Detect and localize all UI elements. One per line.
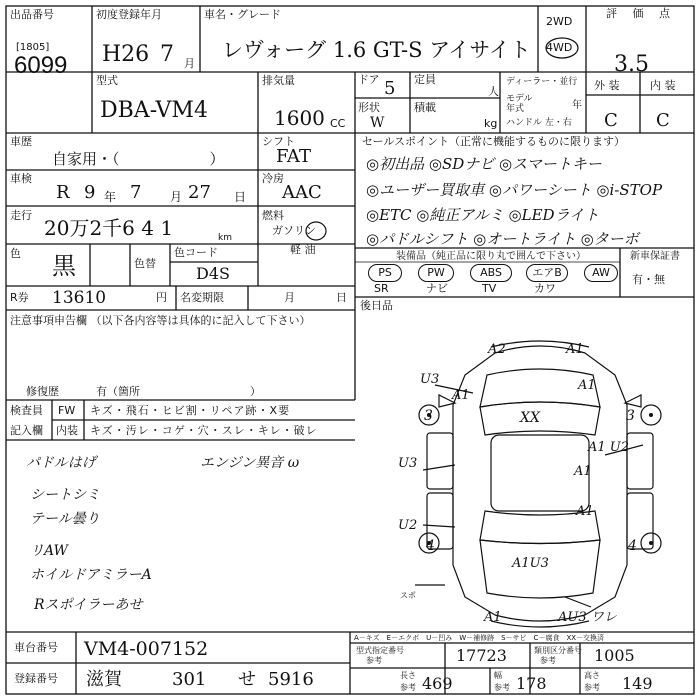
- registration-kana: せ: [238, 669, 256, 690]
- mark-left-rear-door: U2: [398, 518, 418, 533]
- displacement-value: 1600: [274, 106, 325, 130]
- mark-left-front-wheel: 3: [424, 408, 433, 424]
- mileage-value: 20万2千6 4 1: [44, 216, 174, 240]
- sales-point-line-4: ◎パドルシフト ◎オートライト ◎ターボ: [366, 230, 639, 248]
- mark-right-front-wheel: 3: [626, 408, 635, 424]
- equip-abs: ABS: [470, 264, 512, 282]
- length-ref: 参考: [400, 683, 416, 692]
- drive-4wd: 4WD: [546, 41, 573, 54]
- sales-point-line-1: ◎初出品 ◎SDナビ ◎スマートキー: [366, 155, 602, 173]
- load-label: 積載: [414, 101, 436, 114]
- width-ref: 参考: [494, 683, 510, 692]
- new-manual-label: 新車保証書: [630, 251, 680, 262]
- equipment-label: 装備品（純正品に限り丸で囲んで下さい）: [396, 251, 586, 262]
- lot-small: [1805]: [16, 42, 50, 53]
- inspection-era: R: [56, 182, 70, 203]
- score-label: 評 価 点: [606, 7, 676, 20]
- fw-items: キズ・飛石・ヒビ割・リペア跡・X要: [90, 404, 291, 417]
- lot-label: 出品番号: [10, 8, 54, 21]
- chassis-value: VM4-007152: [84, 638, 209, 660]
- mark-left-door-front: U3: [398, 456, 418, 471]
- sales-point-line-3: ◎ETC ◎純正アルミ ◎LEDライト: [366, 206, 600, 224]
- inspection-day: 27: [188, 182, 211, 203]
- type-designation-ref: 参考: [366, 656, 382, 665]
- drive-2wd: 2WD: [546, 15, 573, 28]
- deadline-month: 月: [284, 291, 295, 304]
- inspection-year-unit: 年: [104, 190, 117, 204]
- first-reg-month-unit: 月: [184, 57, 195, 70]
- cooling-label: 冷房: [262, 172, 284, 185]
- dealer-label: ディーラー・並行: [506, 77, 578, 87]
- category-value: 1005: [594, 646, 635, 665]
- shift-label: シフト: [262, 135, 295, 148]
- hw-note-right: エンジン異音 ω: [200, 455, 300, 471]
- hw-note-2: シートシミ: [30, 487, 100, 503]
- shape-value: W: [370, 115, 385, 131]
- color-code-value: D4S: [196, 264, 230, 283]
- load-unit: kg: [484, 117, 498, 130]
- mark-front-left: A2: [488, 342, 506, 357]
- exterior-value: C: [604, 110, 618, 131]
- width-label: 幅: [494, 671, 502, 680]
- equip-navi: ナビ: [426, 282, 448, 295]
- interior-inspect-label: 内装: [56, 424, 78, 437]
- mark-side-right: A1: [574, 464, 592, 479]
- model-label: 車名・グレード: [204, 8, 281, 21]
- repair-value: 有（箇所 ）: [96, 385, 261, 398]
- mark-left-rear-wheel: 4: [426, 538, 435, 554]
- color-change-label: 色替: [134, 257, 156, 270]
- capacity-unit: 人: [488, 85, 499, 98]
- equip-sr: SR: [374, 282, 389, 295]
- score-value: 3.5: [614, 52, 649, 77]
- capacity-label: 定員: [414, 73, 436, 86]
- height-value: 149: [622, 674, 653, 693]
- recycle-value: 13610: [52, 288, 107, 308]
- equip-leather: カワ: [534, 282, 556, 295]
- height-label: 高さ: [584, 671, 600, 680]
- chassis-label: 車台番号: [14, 641, 58, 654]
- door-label: ドア: [358, 73, 380, 86]
- mark-side-left: A1: [452, 388, 470, 403]
- mark-right-rear-wheel: 4: [628, 538, 637, 554]
- first-reg-value: H26: [102, 42, 150, 67]
- inspection-label: 車検: [10, 172, 32, 185]
- fw-label: FW: [58, 404, 76, 417]
- interior-value: C: [656, 110, 670, 131]
- length-value: 469: [422, 674, 453, 693]
- recycle-label: R券: [10, 291, 29, 304]
- mark-hood-left: U3: [420, 372, 440, 387]
- interior-label: 内 装: [650, 79, 676, 92]
- mark-trunk: A1U3: [512, 556, 549, 571]
- equip-aw: AW: [584, 264, 618, 282]
- inspection-year: 9: [84, 182, 96, 203]
- registration-class: 301: [172, 669, 207, 690]
- category-label: 類別区分番号: [534, 646, 582, 655]
- length-label: 長さ: [400, 671, 416, 680]
- mark-spoiler-label: スポ: [400, 591, 416, 600]
- recycle-unit: 円: [156, 291, 167, 304]
- fuel-label: 燃料: [262, 209, 284, 222]
- history-label: 車歴: [10, 135, 32, 148]
- color-label: 色: [10, 247, 21, 260]
- mark-front-right: A1: [566, 342, 584, 357]
- category-ref: 参考: [540, 656, 556, 665]
- shift-value: FAT: [276, 146, 311, 167]
- equip-ps: PS: [368, 264, 402, 282]
- inspection-month: 7: [130, 182, 142, 203]
- damage-legend: A－キズ E－エクボ U－凹み W－補修跡 S－サビ C－腐食 XX－交換済: [354, 634, 605, 642]
- shape-label: 形状: [358, 101, 380, 114]
- inspector-label-top: 検査員: [10, 404, 43, 417]
- mark-rear-right: AU3 ワレ: [558, 610, 617, 625]
- equip-pw: PW: [418, 264, 454, 282]
- model-value: レヴォーグ 1.6 GT-S アイサイト: [222, 38, 531, 62]
- registration-label: 登録番号: [14, 672, 58, 685]
- first-reg-month: 7: [160, 42, 174, 67]
- inspector-label-bottom: 記入欄: [10, 424, 43, 437]
- after-date-label: 後日品: [360, 299, 393, 312]
- height-ref: 参考: [584, 683, 600, 692]
- door-value: 5: [384, 78, 396, 99]
- history-value: 自家用・（ ）: [52, 150, 225, 168]
- equip-tv: TV: [482, 282, 497, 295]
- type-designation-label: 型式指定番号: [356, 646, 404, 655]
- equip-airbag: エアB: [526, 264, 568, 282]
- model-year-label: モデル 年式: [506, 94, 533, 114]
- registration-number: 5916: [268, 669, 314, 690]
- type-label: 型式: [96, 74, 118, 87]
- hw-note-3: テール曇り: [30, 511, 100, 527]
- notes-header: 注意事項申告欄 （以下各内容等は具体的に記入して下さい）: [10, 314, 311, 327]
- hw-note-4: リAW: [30, 543, 68, 559]
- fuel-gasoline-circle: [304, 220, 328, 242]
- displacement-unit: CC: [330, 117, 346, 130]
- type-designation-value: 17723: [456, 646, 507, 665]
- interior-items: キズ・汚レ・コゲ・穴・スレ・キレ・破レ: [90, 424, 318, 437]
- handle-label: ハンドル 左・右: [506, 118, 572, 128]
- deadline-label: 名変期限: [180, 291, 224, 304]
- sales-points-label: セールスポイント（正常に機能するものに限ります）: [362, 135, 626, 148]
- lot-number: 6099: [14, 52, 68, 79]
- sales-point-line-2: ◎ユーザー買取車 ◎パワーシート ◎i-STOP: [366, 181, 663, 199]
- hw-note-1: パドルはげ: [26, 455, 96, 471]
- mileage-unit: km: [218, 233, 232, 243]
- hw-note-6: Rスポイラーあせ: [34, 597, 143, 613]
- year-unit: 年: [572, 100, 582, 111]
- mileage-label: 走行: [10, 209, 32, 222]
- fuel-diesel: 軽 油: [290, 243, 316, 256]
- deadline-day: 日: [336, 291, 347, 304]
- width-value: 178: [516, 674, 547, 693]
- mark-right-rear: A1: [576, 504, 594, 519]
- exterior-label: 外 装: [594, 79, 620, 92]
- mark-rear-left: A1: [484, 610, 502, 625]
- mark-right-door-front: A1 U2: [588, 440, 630, 455]
- color-code-label: 色コード: [174, 246, 218, 259]
- inspection-day-unit: 日: [234, 190, 247, 204]
- displacement-label: 排気量: [262, 74, 295, 87]
- hw-note-5: ホイルドアミラーA: [30, 567, 152, 583]
- new-manual-value: 有・無: [632, 273, 665, 286]
- mark-roof: XX: [520, 410, 540, 426]
- inspection-month-unit: 月: [170, 190, 183, 204]
- first-reg-label: 初度登録年月: [96, 8, 162, 21]
- drive-4wd-circle: [544, 36, 580, 60]
- type-value: DBA-VM4: [100, 98, 208, 123]
- fuel-gasoline: ガソリン: [272, 224, 316, 237]
- cooling-value: AAC: [282, 182, 322, 203]
- registration-region: 滋賀: [86, 669, 122, 690]
- color-value: 黒: [52, 252, 76, 280]
- mark-hood-right: A1: [578, 378, 596, 393]
- repair-label: 修復歴: [26, 385, 59, 398]
